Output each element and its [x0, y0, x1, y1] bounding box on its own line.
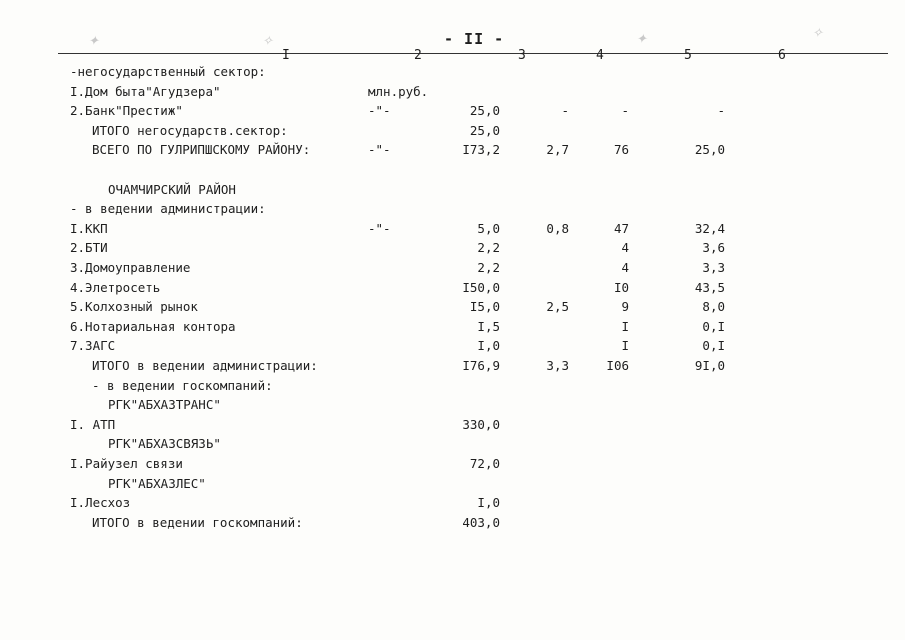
- value-col2: 25,0: [469, 103, 500, 119]
- row-label: 5.Колхозный рынок: [70, 299, 198, 315]
- table-row: [0, 476, 905, 495]
- row-label: ИТОГО негосударств.сектор:: [92, 122, 288, 138]
- table-row: [0, 142, 905, 161]
- table-row: [0, 378, 905, 397]
- row-label: -негосударственный сектор:: [70, 64, 266, 79]
- column-number: 3: [518, 48, 526, 63]
- value-col2: 403,0: [462, 514, 500, 530]
- value-col4: 76: [613, 142, 629, 158]
- row-label: РГК"АБХАЗЛЕС": [108, 475, 206, 491]
- row-label: РГК"АБХАЗСВЯЗЬ": [108, 436, 221, 452]
- value-col2: I,0: [477, 495, 500, 511]
- table-row: [0, 280, 905, 299]
- value-col3: 2,5: [546, 299, 569, 315]
- row-label: 3.Домоуправление: [70, 260, 191, 275]
- value-col2: I76,9: [462, 358, 500, 373]
- table-row: [0, 64, 905, 83]
- value-col2: I73,2: [462, 142, 500, 158]
- row-label: - в ведении госкомпаний:: [92, 377, 273, 393]
- value-col2: I,5: [477, 318, 500, 334]
- value-col2: 2,2: [477, 240, 500, 256]
- value-col3: 3,3: [546, 358, 569, 373]
- value-col4: 4: [621, 260, 629, 275]
- value-col3: -: [561, 103, 569, 119]
- row-label: ИТОГО в ведении администрации:: [92, 358, 318, 373]
- value-col5: -: [717, 103, 725, 119]
- pencil-mark-stamp: ✧: [262, 34, 273, 49]
- row-label: 4.Элетросеть: [70, 279, 161, 295]
- table-row: [0, 319, 905, 338]
- row-label: ОЧАМЧИРСКИЙ РАЙОН: [108, 181, 236, 197]
- value-col4: I0: [613, 279, 629, 295]
- column-number: 2: [414, 48, 422, 63]
- row-label: I.Лесхоз: [70, 495, 131, 511]
- value-col2: 25,0: [469, 122, 500, 138]
- pencil-mark-stamp: ✧: [812, 26, 823, 41]
- table-row: [0, 260, 905, 279]
- value-col4: 4: [621, 240, 629, 256]
- row-label: ВСЕГО ПО ГУЛРИПШСКОМУ РАЙОНУ:: [92, 142, 311, 158]
- table-row: [0, 397, 905, 416]
- pencil-mark-stamp: ✦: [88, 34, 99, 49]
- row-label: - в ведении администрации:: [70, 201, 266, 217]
- unit-cell: -"-: [368, 103, 391, 119]
- table-row: [0, 221, 905, 240]
- header-rule: [58, 53, 888, 54]
- value-col4: -: [621, 103, 629, 119]
- value-col5: 3,3: [702, 260, 725, 275]
- column-number: I: [282, 48, 290, 63]
- table-row: [0, 417, 905, 436]
- unit-cell: -"-: [368, 142, 391, 158]
- table-row: [0, 495, 905, 514]
- row-label: ИТОГО в ведении госкомпаний:: [92, 514, 303, 530]
- row-label: I. АТП: [70, 416, 116, 432]
- row-label: 2.БТИ: [70, 240, 108, 256]
- row-label: I.ККП: [70, 220, 108, 236]
- value-col3: 0,8: [546, 220, 569, 236]
- table-row: [0, 103, 905, 122]
- value-col5: 43,5: [694, 279, 725, 295]
- pencil-mark-stamp: ✦: [636, 32, 647, 47]
- table-row: [0, 84, 905, 103]
- value-col5: 9I,0: [694, 358, 725, 373]
- table-row: [0, 436, 905, 455]
- value-col5: 3,6: [702, 240, 725, 256]
- value-col5: 0,I: [702, 318, 725, 334]
- value-col2: 2,2: [477, 260, 500, 275]
- value-col4: 9: [621, 299, 629, 315]
- row-label: 2.Банк"Престиж": [70, 103, 183, 119]
- value-col4: I06: [606, 358, 629, 373]
- column-number: 6: [778, 48, 786, 63]
- row-label: 7.ЗАГС: [70, 338, 116, 354]
- value-col5: 8,0: [702, 299, 725, 315]
- table-row: [0, 515, 905, 534]
- row-label: I.Дом быта"Агудзера": [70, 83, 221, 99]
- table-row: [0, 162, 905, 181]
- column-number: 5: [684, 48, 692, 63]
- value-col2: I50,0: [462, 279, 500, 295]
- table-row: [0, 338, 905, 357]
- value-col5: 25,0: [694, 142, 725, 158]
- table-row: [0, 358, 905, 377]
- page-number: - II -: [444, 30, 505, 48]
- column-number: 4: [596, 48, 604, 63]
- value-col5: 32,4: [694, 220, 725, 236]
- row-label: I.Райузел связи: [70, 456, 183, 471]
- row-label: РГК"АБХАЗТРАНС": [108, 397, 221, 413]
- value-col2: 5,0: [477, 220, 500, 236]
- value-col5: 0,I: [702, 338, 725, 354]
- row-label: 6.Нотариальная контора: [70, 318, 236, 334]
- value-col4: I: [621, 338, 629, 354]
- unit-cell: млн.руб.: [368, 83, 429, 99]
- value-col2: I5,0: [469, 299, 500, 315]
- value-col2: I,0: [477, 338, 500, 354]
- value-col3: 2,7: [546, 142, 569, 158]
- value-col2: 72,0: [469, 456, 500, 471]
- table-row: [0, 182, 905, 201]
- value-col4: I: [621, 318, 629, 334]
- value-col4: 47: [613, 220, 629, 236]
- table-row: [0, 299, 905, 318]
- table-row: [0, 240, 905, 259]
- value-col2: 330,0: [462, 416, 500, 432]
- table-row: [0, 201, 905, 220]
- table-row: [0, 456, 905, 475]
- table-row: [0, 123, 905, 142]
- unit-cell: -"-: [368, 220, 391, 236]
